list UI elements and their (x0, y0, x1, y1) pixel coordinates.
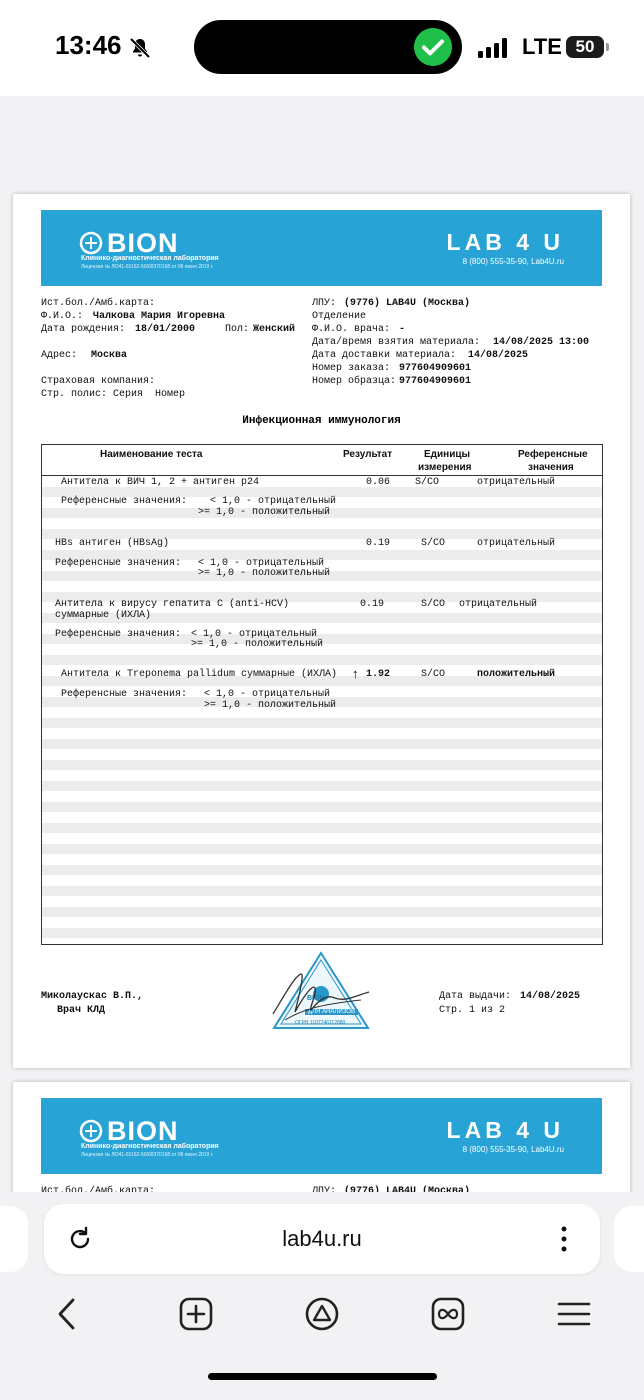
lab-name: LAB 4 U (446, 1117, 564, 1143)
ref-note-line-2: >= 1,0 - положительный (198, 568, 331, 579)
table-row-ref: отрицательный (459, 599, 538, 610)
browser-toolbar (0, 1192, 644, 1400)
table-row-result: 1.92 (366, 669, 391, 680)
page-number: Стр. 1 из 2 (439, 1005, 506, 1016)
doctor-name: Миколаускас В.П., (41, 991, 144, 1002)
lab-contact: 8 (800) 555-35-90, Lab4U.ru (462, 1145, 564, 1154)
table-row-name: Антитела к ВИЧ 1, 2 + антиген p24 (61, 477, 260, 488)
col-units-2: измерения (418, 462, 472, 473)
section-title: Инфекционная иммунология (242, 415, 401, 427)
new-tab-icon[interactable] (178, 1296, 214, 1332)
lpu-label: ЛПУ: (312, 298, 337, 309)
battery-cap (606, 43, 609, 51)
table-row-units: S/CO (421, 669, 446, 680)
signal-icon (478, 38, 508, 58)
status-bar (0, 0, 644, 96)
table-row-ref: положительный (477, 669, 556, 680)
table-row-units: S/CO (421, 538, 446, 549)
bell-muted-icon (128, 36, 152, 60)
table-row-name-line-2: суммарные (ИХЛА) (55, 610, 152, 621)
tabs-icon[interactable] (430, 1296, 466, 1332)
col-ref-1: Референсные (518, 449, 588, 460)
lab-contact: 8 (800) 555-35-90, Lab4U.ru (462, 257, 564, 266)
next-tab-preview[interactable] (614, 1206, 644, 1272)
ref-note-label: Референсные значения: (61, 496, 188, 507)
ref-note-line-1: < 1,0 - отрицательный (191, 629, 318, 640)
lab-name: LAB 4 U (446, 229, 564, 255)
brand-subtitle: Клинико-диагностическая лаборатория (81, 255, 219, 262)
license-text: Лицензия № ЛО41-01162-50/00370168 от 06 июня 2019 г. (81, 264, 214, 270)
name-label: Ф.И.О.: (41, 311, 84, 322)
ref-note-label: Референсные значения: (55, 558, 182, 569)
assistant-icon[interactable] (304, 1296, 340, 1332)
order-no-value: 977604909601 (399, 363, 472, 374)
col-result: Результат (343, 449, 393, 460)
sex-label: Пол: (225, 324, 250, 335)
header-banner (41, 1098, 602, 1174)
check-icon (414, 28, 452, 66)
ref-note-line-2: >= 1,0 - положительный (191, 639, 324, 650)
table-row-units: S/CO (421, 599, 446, 610)
table-row-result: 0.19 (366, 538, 391, 549)
dob-value: 18/01/2000 (135, 324, 196, 335)
results-table (41, 444, 603, 945)
menu-icon[interactable] (556, 1296, 592, 1332)
header-banner (41, 210, 602, 286)
ref-note-line-1: < 1,0 - отрицательный (198, 558, 325, 569)
table-row-units: S/CO (415, 477, 440, 488)
sex-value: Женский (253, 324, 296, 335)
more-icon[interactable] (554, 1224, 574, 1254)
table-row-result: 0.19 (360, 599, 385, 610)
ref-note-label: Референсные значения: (61, 689, 188, 700)
col-ref-2: значения (528, 462, 574, 473)
battery-level: 50 (566, 36, 604, 58)
ref-note-line-1: < 1,0 - отрицательный (210, 496, 337, 507)
table-row-ref: отрицательный (477, 538, 556, 549)
issue-value: 14/08/2025 (520, 991, 581, 1002)
table-row-result: 0.06 (366, 477, 391, 488)
table-row-ref: отрицательный (477, 477, 556, 488)
dob-label: Дата рождения: (41, 324, 126, 335)
stamp-brand: BION (307, 995, 325, 1002)
doctor-label: Ф.И.О. врача: (312, 324, 391, 335)
sample-no-value: 977604909601 (399, 376, 472, 387)
patient-name: Чалкова Мария Игоревна (93, 311, 226, 322)
address-label: Адрес: (41, 350, 78, 361)
issue-label: Дата выдачи: (439, 991, 512, 1002)
doctor-value: - (399, 324, 406, 335)
status-time: 13:46 (55, 30, 122, 60)
network-type: LTE (522, 34, 562, 59)
delivery-value: 14/08/2025 (468, 350, 529, 361)
doctor-role: Врач КЛД (57, 1005, 106, 1016)
dept-label: Отделение (312, 311, 367, 322)
brand-subtitle: Клинико-диагностическая лаборатория (81, 1143, 219, 1150)
license-text: Лицензия № ЛО41-01162-50/00370168 от 06 июня 2019 г. (81, 1152, 214, 1158)
bion-brand: BION (107, 228, 179, 258)
delivery-label: Дата доставки материала: (312, 350, 457, 361)
order-no-label: Номер заказа: (312, 363, 391, 374)
back-icon[interactable] (50, 1296, 86, 1332)
sample-no-label: Номер образца: (312, 376, 397, 387)
taken-value: 14/08/2025 13:00 (493, 337, 590, 348)
signature-icon (265, 964, 375, 1032)
table-row-name: Антитела к вирусу гепатита C (anti-HCV) (55, 599, 290, 610)
bion-brand: BION (107, 1116, 179, 1146)
insurance-label: Страховая компания: (41, 376, 156, 387)
stamp-ogrn: ОГРН 1107746112880 (295, 1020, 346, 1026)
col-units-1: Единицы (424, 449, 471, 460)
home-indicator[interactable] (208, 1373, 437, 1380)
ref-note-line-1: < 1,0 - отрицательный (204, 689, 331, 700)
address-value: Москва (91, 350, 128, 361)
stamp-text: ДЛЯ АНАЛИЗОВ (305, 1009, 358, 1015)
col-name: Наименование теста (100, 449, 203, 460)
ref-note-line-2: >= 1,0 - положительный (198, 507, 331, 518)
lpu-value: (9776) LAB4U (Москва) (344, 298, 471, 309)
table-row-name: HBs антиген (HBsAg) (55, 538, 170, 549)
card-label: Ист.бол./Амб.карта: (41, 298, 156, 309)
url-text[interactable]: lab4u.ru (282, 1226, 362, 1251)
document-page-1 (13, 194, 630, 1068)
ref-note-label: Референсные значения: (55, 629, 182, 640)
table-header (42, 445, 602, 476)
table-row-name: Антитела к Treponema pallidum суммарные (ИХЛА) (61, 669, 338, 680)
ref-note-line-2: >= 1,0 - положительный (204, 700, 337, 711)
previous-tab-preview[interactable] (0, 1206, 28, 1272)
taken-label: Дата/время взятия материала: (312, 337, 481, 348)
high-flag-icon: ↑ (352, 666, 359, 681)
address-bar[interactable] (44, 1204, 600, 1274)
policy-label: Стр. полис: Серия Номер (41, 389, 186, 400)
